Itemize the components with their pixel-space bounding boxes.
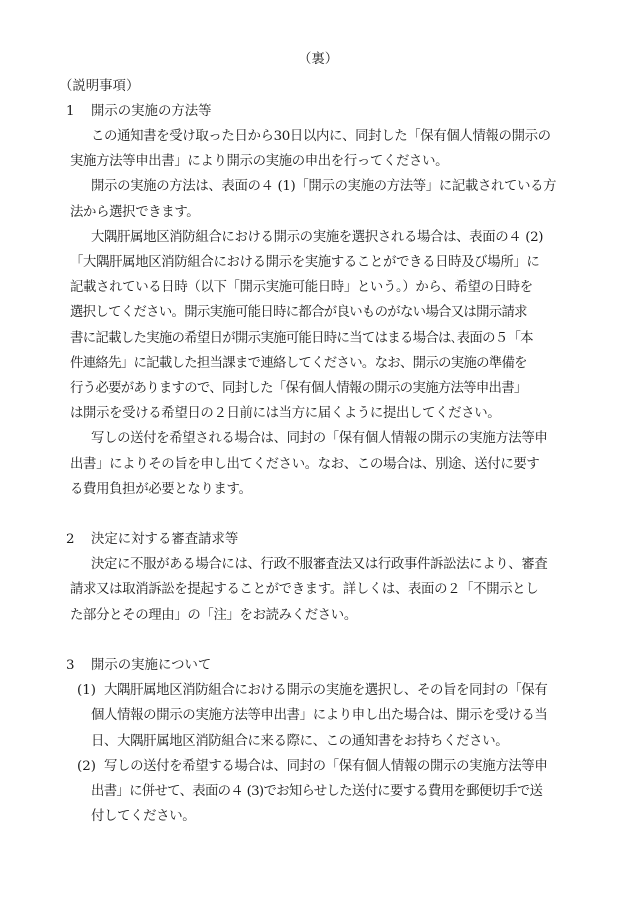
notes-heading: （説明事項） [59, 79, 140, 94]
section3-item1-marker: (1) [77, 683, 96, 698]
section1-line: 実施方法等申出書」により開示の実施の申出を行ってください。 [70, 154, 449, 169]
section1-line: 大隅肝属地区消防組合における開示の実施を選択される場合は、表面の４ (2) [91, 230, 544, 245]
section1-line: 出書」によりその旨を申し出てください。なお、この場合は、別途、送付に要す [70, 457, 540, 472]
section1-line: 開示の実施の方法は、表面の４ (1)「開示の実施の方法等」に記載されている方 [91, 179, 557, 194]
section1-title: 開示の実施の方法等 [91, 104, 212, 119]
section1-line: る費用負担が必要となります。 [70, 482, 252, 497]
section1-line: 選択してください。開示実施可能日時に都合が良いものがない場合又は開示請求 [70, 305, 527, 320]
section1-line: 記載されている日時（以下「開示実施可能日時」という。）から、希望の日時を [70, 280, 533, 295]
section1-line: 行う必要がありますので、同封した「保有個人情報の開示の実施方法等申出書」 [70, 381, 527, 396]
section3-item2-line: 写しの送付を希望する場合は、同封の「保有個人情報の開示の実施方法等申 [104, 759, 548, 774]
section3-item1-line: 日、大隅肝属地区消防組合に来る際に、この通知書をお持ちください。 [91, 734, 509, 749]
section1-line: 書に記載した実施の希望日が開示実施可能日時に当てはまる場合は､表面の５「本 [70, 331, 533, 346]
section2-line: 請求又は取消訴訟を提起することができます。詳しくは、表面の２「不開示とし [70, 582, 539, 597]
section2-line: た部分とその理由」の「注」をお読みください。 [70, 608, 357, 623]
section3-item2-line: 付してください。 [91, 809, 196, 824]
section1-line: 法から選択できます。 [70, 205, 200, 220]
section3-number: 3 [66, 658, 75, 673]
section1-line: この通知書を受け取った日から30日以内に、同封した「保有個人情報の開示の [91, 129, 551, 144]
section2-line: 決定に不服がある場合には、行政不服審査法又は行政事件訴訟法により、審査 [91, 557, 548, 572]
section3-item2-line: 出書」に併せて、表面の４ (3)でお知らせした送付に要する費用を郵便切手で送 [91, 784, 543, 799]
reverse-side-label: （裏） [298, 52, 339, 67]
section3-item1-line: 個人情報の開示の実施方法等申出書」により申し出た場合は、開示を受ける当 [91, 708, 548, 723]
section3-item1-line: 大隅肝属地区消防組合における開示の実施を選択し、その旨を同封の「保有 [104, 683, 548, 698]
section3-title: 開示の実施について [91, 658, 212, 673]
section1-line: 件連絡先」に記載した担当課まで連絡してください。なお、開示の実施の準備を [70, 356, 527, 371]
section1-line: 写しの送付を希望される場合は、同封の「保有個人情報の開示の実施方法等申 [91, 431, 548, 446]
section3-item2-marker: (2) [77, 759, 96, 774]
section1-line: は開示を受ける希望日の２日前には当方に届くように提出してください。 [70, 406, 501, 421]
section1-number: 1 [66, 104, 75, 119]
section1-line: 「大隅肝属地区消防組合における開示を実施することができる日時及び場所」に [70, 255, 540, 270]
section2-title: 決定に対する審査請求等 [91, 532, 239, 547]
section2-number: 2 [66, 532, 75, 547]
